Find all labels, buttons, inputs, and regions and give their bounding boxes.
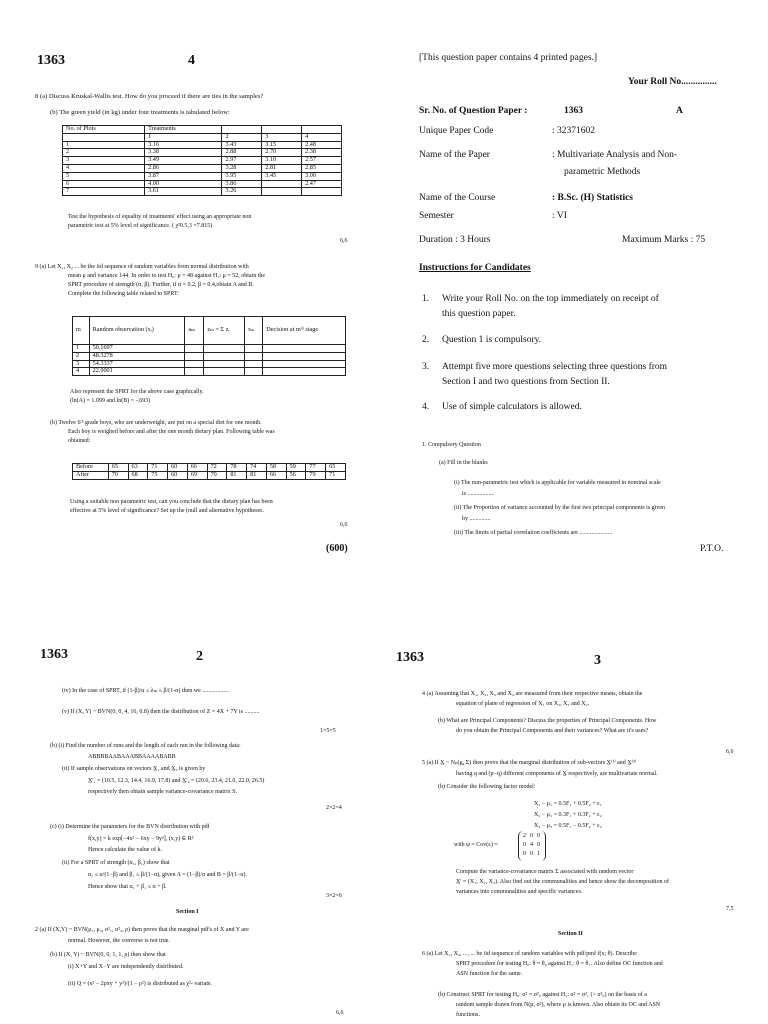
table-cell: 77: [306, 464, 326, 472]
sprt-table: [72, 316, 346, 376]
semester-label: Semester: [419, 211, 454, 221]
table-cell: 56: [286, 471, 306, 479]
table-cell: zₘ = Σ zᵢ: [204, 317, 245, 345]
q1c-ii: α₁ ≤ α/(1−β) and β₁ ≤ β/(1−α), given A = (1−β)/α and B = β/(1−α).: [88, 872, 248, 878]
psi-label: with ψ = Cov(ε) =: [454, 842, 498, 848]
table-cell: 81: [247, 471, 267, 479]
instruction-text: Use of simple calculators is allowed.: [442, 402, 582, 412]
q1c-ii: (ii) For a SPRT of strength (α₁, β₁) show that: [62, 860, 170, 866]
page-4: [0, 30, 384, 560]
matrix-cell: 4: [530, 842, 533, 848]
matrix-cell: 1: [537, 851, 540, 857]
table-cell: 71: [148, 464, 168, 472]
table-row: [63, 141, 342, 149]
table-cell: 70: [207, 471, 227, 479]
table-row: [73, 471, 346, 479]
table-cell: Decision at mᵗʰ stage: [263, 317, 346, 345]
paper-code: 1363: [396, 650, 424, 665]
table-cell: 54.3337: [89, 360, 185, 368]
page-1: [384, 30, 768, 560]
upc-label: Unique Paper Code: [419, 126, 494, 136]
q9a-text: (ln(A) = 1.099 and ln(B) = -.693): [70, 398, 151, 404]
table-cell: [204, 360, 245, 368]
q4a: 4 (a) Assuming that X₁, X₂, X₃ and X₄ are measured from their respective means, obtain the: [422, 691, 643, 697]
table-cell: 68: [128, 471, 148, 479]
cq-ii: by ..............: [462, 516, 491, 522]
q9b-text: obtained:: [68, 438, 91, 444]
paper-name-value: : Multivariate Analysis and Non-: [552, 150, 678, 160]
factor-equation: X₁ − μ₁ = 0.5F₁ + 0.5F₂ + ε₁: [534, 801, 602, 807]
matrix-cell: 0: [523, 851, 526, 857]
cq-ii: (ii) The Proportion of variance accounted by the first two principal components is given: [454, 505, 665, 511]
table-row: [73, 360, 346, 368]
q2a: normal. However, the converse is not true.: [68, 938, 170, 944]
table-cell: 3.10: [262, 157, 302, 165]
table-cell: 2.70: [262, 149, 302, 157]
q9a-text: Also represent the SPRT for the above case graphically.: [70, 389, 204, 395]
table-cell: 81: [227, 471, 247, 479]
q2a: 2 (a) If (X,Y) ~ BVN(μ₁, μ₂, σ²₁, σ²₂, ρ) then prove that the marginal pdf's of X and Y are: [35, 927, 249, 933]
table-cell: 2.86: [145, 164, 222, 172]
sr-value: 1363: [564, 106, 583, 116]
matrix-cell: 0: [537, 833, 540, 839]
table-cell: 3.38: [145, 149, 222, 157]
table-cell: 1: [63, 141, 145, 149]
table-cell: 48.3278: [89, 352, 185, 360]
q8a-text: 8 (a) Discuss Kruskal-Wallis test. How do you proceed if there are ties in the samples?: [35, 93, 264, 100]
q8b-text: (b) The green yield (in kg) under four treatments is tabulated below:: [50, 109, 230, 116]
section-heading: Section I: [176, 909, 199, 915]
q6a: ASN function for the same.: [456, 971, 523, 977]
instruction-number: 2.: [422, 335, 430, 345]
table-cell: 71: [326, 471, 346, 479]
q6a: SPRT procedure for testing H₀: θ = θ₀ against H₁: θ = θ₁. Also define OC function and: [456, 961, 663, 967]
table-header-row: [63, 133, 342, 141]
q6a: 6 (a) Let X₁, X₂, ..., ... be iid sequence of random variables with pdf/pmf f(x; θ). Describe: [422, 951, 637, 957]
table-cell: 5: [63, 172, 145, 180]
table-cell: 2.48: [302, 141, 342, 149]
table-row: [73, 345, 346, 353]
table-cell: [263, 360, 346, 368]
table-cell: 2.81: [262, 164, 302, 172]
sr-label: Sr. No. of Question Paper :: [419, 106, 528, 116]
table-row: [63, 164, 342, 172]
table-cell: 2.47: [302, 180, 342, 188]
q9b-text: Using a suitable non parametric test, can you conclude that the dietary plan has been: [70, 499, 273, 505]
q1b-i: (b) (i) Find the number of runs and the length of each run in the following data:: [50, 743, 241, 749]
q5b: Compute the variance-covariance matrix Σ associated with random vector: [456, 869, 634, 875]
section-heading: Section II: [558, 931, 583, 937]
marks: 6,6: [340, 522, 348, 528]
treatment-table: [62, 125, 342, 196]
table-cell: 70: [108, 471, 128, 479]
table-cell: 6: [63, 180, 145, 188]
instruction-number: 3.: [422, 362, 430, 372]
table-cell: 50.1697: [89, 345, 185, 353]
table-cell: 2.97: [222, 157, 262, 165]
table-cell: [263, 345, 346, 353]
cq-iii: (iii) The limits of partial correlation coefficients are ......................: [454, 530, 613, 536]
table-cell: [204, 352, 245, 360]
q1c-i: Hence calculate the value of k.: [88, 847, 162, 853]
table-cell: 4: [63, 164, 145, 172]
matrix-cell: 0: [530, 851, 533, 857]
table-cell: 7: [63, 188, 145, 196]
cq-i: (i) The non-parametric test which is applicable for variable measured in nominal scale: [454, 480, 661, 486]
page-2: [0, 620, 384, 1024]
marks: 7,5: [726, 906, 734, 912]
table-cell: [185, 352, 204, 360]
table-cell: 4: [302, 133, 342, 141]
table-cell: 75: [148, 471, 168, 479]
q1b-ii: respectively then obtain sample variance-covariance matrix S.: [88, 789, 238, 795]
q1c-ii: Hence show that α₁ + β₁ ≤ α + β.: [88, 884, 167, 890]
cq-i: is ..................: [462, 491, 495, 497]
q8b-note: Test the hypothesis of equality of treatments' effect using an appropriate non: [68, 214, 252, 220]
table-cell: Treatments: [145, 126, 222, 134]
table-header-row: [73, 317, 346, 345]
table-cell: 72: [207, 464, 227, 472]
q4a: equation of plane of regression of X₁ on X₂, X₃ and X₄.: [456, 701, 590, 707]
course-value: : B.Sc. (H) Statistics: [552, 193, 634, 203]
psi-matrix: [518, 831, 546, 861]
table-cell: 3.87: [145, 172, 222, 180]
table-cell: 3: [73, 360, 90, 368]
instructions-heading: Instructions for Candidates: [419, 263, 531, 273]
table-cell: 2: [73, 352, 90, 360]
page-3: [384, 620, 768, 1024]
table-cell: 2.38: [302, 149, 342, 157]
table-cell: 66: [187, 464, 207, 472]
q1b-ii: X̲'₁ = (10.5, 12.3, 14.4, 16.9, 17.8) and X̲'₂ = (20.6, 23.4, 21.0, 22.0, 26.5): [88, 778, 265, 784]
marks: 2×2=4: [326, 805, 342, 811]
table-cell: [245, 352, 263, 360]
q4b: do you obtain the Principal Components and their variances? What are it's uses?: [456, 728, 649, 734]
table-cell: 4.00: [145, 180, 222, 188]
paper-code: 1363: [37, 53, 65, 68]
q2b: (ii) Q = (x² − 2ρxy + y²)/(1 − ρ²) is distributed as χ²- variate.: [68, 981, 213, 987]
q1-iv: (iv) In the case of SPRT, if (1-β)/α ≤ λₘ ≤ β/(1-α) then we ..................: [62, 688, 230, 694]
q1c-i: (c) (i) Determine the parameters for the BVN distribution with pdf: [50, 824, 210, 830]
table-cell: [63, 133, 145, 141]
table-cell: No. of Plots: [63, 126, 145, 134]
table-cell: Random observation (xᵢ): [89, 317, 185, 345]
table-cell: [185, 345, 204, 353]
semester-value: : VI: [552, 211, 567, 221]
table-row: [63, 149, 342, 157]
q9a-text: 9 (a) Let X₁, X₂ ... be the iid sequence of random variables from normal distribution with: [35, 264, 249, 270]
max-marks: Maximum Marks : 75: [622, 235, 706, 245]
table-cell: 65: [108, 464, 128, 472]
table-cell: [185, 360, 204, 368]
q8b-note: parametric test at 5% level of significance. ( χ²0.5,3 =7.815): [68, 223, 213, 229]
table-cell: 2: [63, 149, 145, 157]
table-cell: 58: [266, 464, 286, 472]
matrix-cell: 0: [537, 842, 540, 848]
q1-v: (v) If (X, Y) ~ BVN(0, 0, 4, 16, 0.8) then the distribution of Z = 4X + 7Y is ..........: [62, 709, 260, 715]
instruction-text: Question 1 is compulsory.: [442, 335, 542, 345]
q2b: (b) If (X, Y) ~ BVN(0, 0, 1, 1, ρ) then show that: [50, 952, 166, 958]
table-cell: 60: [168, 464, 188, 472]
table-cell: [245, 368, 263, 376]
table-cell: 3.28: [222, 164, 262, 172]
page-number: 4: [188, 53, 195, 68]
q5b: X̲' = (X₁, X₂, X₃). Also find out the communalities and hence show the decomposition of: [456, 879, 670, 885]
table-cell: rₘ: [245, 317, 263, 345]
table-cell: 3: [262, 133, 302, 141]
pages-note: [This question paper contains 4 printed pages.]: [419, 53, 598, 63]
table-cell: 78: [227, 464, 247, 472]
instruction-text: Attempt five more questions selecting three questions from: [442, 362, 668, 372]
cq-a: (a) Fill in the blanks: [439, 460, 488, 466]
q6b: functions.: [456, 1012, 480, 1018]
table-cell: 59: [286, 464, 306, 472]
q1b-runs-data: ABBBBAABAAABBAAAABABB: [88, 754, 176, 760]
matrix-cell: 0: [530, 833, 533, 839]
table-cell: After: [73, 471, 109, 479]
instruction-number: 4.: [422, 402, 430, 412]
q1b-ii: (ii) If sample observations on vectors X̲₁ and X̲₂ is given by: [62, 766, 206, 772]
q4b: (b) What are Principal Components? Discuss the properties of Principal Components. How: [438, 718, 657, 724]
table-cell: 65: [326, 464, 346, 472]
table-cell: 60: [168, 471, 188, 479]
table-cell: [302, 188, 342, 196]
compulsory-question: 1. Compulsory Question: [422, 442, 481, 448]
table-cell: 2.88: [222, 149, 262, 157]
table-cell: 3.15: [262, 141, 302, 149]
table-cell: 3.00: [302, 172, 342, 180]
factor-equation: X₂ − μ₂ = 0.3F₁ + 0.3F₂ + ε₂: [534, 812, 602, 818]
duration: Duration : 3 Hours: [419, 235, 491, 245]
table-row: [63, 172, 342, 180]
page-number: 2: [196, 649, 203, 664]
table-row: [63, 157, 342, 165]
table-cell: 1: [145, 133, 222, 141]
q5a: having q and (p−q) different components of X̲ respectively, are multivariate normal.: [456, 771, 658, 777]
instruction-text: this question paper.: [442, 309, 516, 319]
matrix-cell: 0: [523, 842, 526, 848]
table-cell: [262, 180, 302, 188]
table-cell: 2: [222, 133, 262, 141]
table-row: [73, 352, 346, 360]
table-cell: 79: [306, 471, 326, 479]
before-after-table: [72, 463, 346, 480]
instruction-text: Write your Roll No. on the top immediately on receipt of: [442, 294, 659, 304]
table-cell: m: [73, 317, 90, 345]
table-cell: [245, 360, 263, 368]
marks: 6,6: [340, 238, 348, 244]
table-cell: 22.0001: [89, 368, 185, 376]
table-cell: 3.26: [222, 188, 262, 196]
table-cell: 3.86: [222, 180, 262, 188]
table-cell: 3.49: [145, 157, 222, 165]
q1c-i: f(x,y) = k exp[−4x² − 6xy − 9y²], (x,y) ∈ R²: [88, 836, 194, 842]
table-cell: 74: [247, 464, 267, 472]
marks: 6,6: [726, 749, 734, 755]
table-cell: 3: [63, 157, 145, 165]
table-cell: [263, 352, 346, 360]
table-cell: [185, 368, 204, 376]
marks: 1×5=5: [320, 728, 336, 734]
table-cell: 3.45: [262, 172, 302, 180]
table-cell: 4: [73, 368, 90, 376]
q5a: 5 (a) If X̲ ~ Nₚ(μ̲, Σ) then prove that the marginal distribution of sub-vectors X̲⁽¹⁾ and X̲⁽²⁾: [422, 760, 637, 766]
q9a-text: Complete the following table related to SPRT:: [68, 291, 179, 297]
paper-name-value: parametric Methods: [564, 167, 641, 177]
table-cell: [262, 188, 302, 196]
table-cell: [204, 345, 245, 353]
table-cell: 66: [266, 471, 286, 479]
q9b-text: Each boy is weighed before and after the one month dietary plan. Following table was: [68, 429, 275, 435]
table-cell: [245, 345, 263, 353]
table-cell: Before: [73, 464, 109, 472]
table-cell: 2.85: [302, 164, 342, 172]
table-cell: 3.95: [222, 172, 262, 180]
table-cell: 1: [73, 345, 90, 353]
course-label: Name of the Course: [419, 193, 496, 203]
matrix-cell: 2: [523, 833, 526, 839]
q9a-text: mean μ and variance 144. In order to test H₀: μ = 48 against H₁: μ = 52, obtain the: [68, 273, 266, 279]
roll-number: Your Roll No...............: [628, 77, 717, 87]
q5b: (b) Consider the following factor model:: [438, 784, 536, 790]
q9b-text: (b) Twelve 6ᵗʰ grade boys, who are underweight, are put on a special diet for one month.: [50, 420, 262, 426]
footer-code: (600): [326, 543, 348, 554]
pto: P.T.O.: [700, 544, 724, 554]
paper-code: 1363: [40, 647, 68, 662]
table-cell: [263, 368, 346, 376]
table-cell: 3.61: [145, 188, 222, 196]
table-cell: aₘ: [185, 317, 204, 345]
table-cell: 63: [128, 464, 148, 472]
upc-value: : 32371602: [552, 126, 596, 136]
table-header-row: [63, 126, 342, 134]
q5b: variances into communalities and specific variances.: [456, 889, 583, 895]
marks: 6,6: [336, 1010, 344, 1016]
paper-name-label: Name of the Paper: [419, 150, 490, 160]
q6b: random sample drawn from N(μ, σ²), where μ is known. Also obtain its OC and ASN: [456, 1002, 661, 1008]
table-cell: 69: [187, 471, 207, 479]
instruction-number: 1.: [422, 294, 430, 304]
instruction-text: Section I and two questions from Section II.: [442, 377, 610, 387]
table-cell: 2.57: [302, 157, 342, 165]
table-cell: 3.43: [222, 141, 262, 149]
marks: 3×2=6: [326, 893, 342, 899]
table-cell: [204, 368, 245, 376]
q9a-text: SPRT procedure of strength (α, β). Further, if α = 0.2, β = 0.4,obtain A and B.: [68, 282, 254, 288]
table-cell: 3.16: [145, 141, 222, 149]
table-row: [63, 188, 342, 196]
q6b: (b) Construct SPRT for testing H₀: σ² = σ²₀ against H₁: σ² = σ²₁ (> σ²₀) on the basis of a: [438, 992, 647, 998]
sr-letter: A: [676, 106, 683, 116]
q2b: (i) X+Y and X−Y are independently distributed.: [68, 964, 184, 970]
factor-equation: X₃ − μ₃ = 0.5F₁ − 0.5F₂ + ε₃: [534, 823, 602, 829]
table-row: [73, 368, 346, 376]
table-row: [63, 180, 342, 188]
q9b-text: effective at 5% level of significance? Set up the (null and alternative hypotheses.: [70, 508, 264, 514]
page-number: 3: [594, 653, 601, 668]
